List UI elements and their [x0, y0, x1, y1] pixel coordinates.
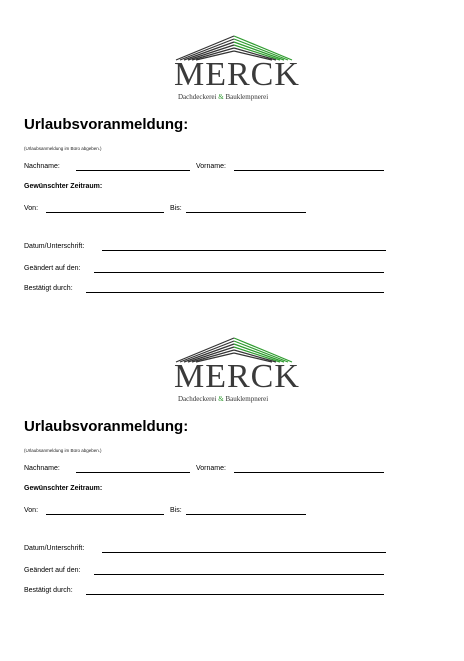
nachname-field[interactable]	[76, 170, 190, 171]
geaendert-label: Geändert auf den:	[24, 265, 81, 272]
bestaetigt-field[interactable]	[86, 594, 384, 595]
datum-label: Datum/Unterschrift:	[24, 545, 85, 552]
nachname-field[interactable]	[76, 472, 190, 473]
geaendert-field[interactable]	[94, 272, 384, 273]
form-title: Urlaubsvoranmeldung:	[24, 116, 189, 133]
von-label: Von:	[24, 205, 39, 212]
bis-label: Bis:	[170, 507, 182, 514]
company-logo	[172, 332, 300, 412]
logo-wordmark: MERCK	[174, 56, 300, 93]
logo-subtitle: Dachdeckerei & Bauklempnerei	[178, 395, 269, 403]
form-note: (Urlaubsanmeldung im Büro abgeben.)	[24, 448, 102, 453]
form-title: Urlaubsvoranmeldung:	[24, 418, 189, 435]
nachname-label: Nachname:	[24, 163, 60, 170]
datum-label: Datum/Unterschrift:	[24, 243, 85, 250]
von-field[interactable]	[46, 514, 164, 515]
zeitraum-label: Gewünschter Zeitraum:	[24, 485, 103, 492]
nachname-label: Nachname:	[24, 465, 60, 472]
vorname-field[interactable]	[234, 170, 384, 171]
von-field[interactable]	[46, 212, 164, 213]
logo-subtitle: Dachdeckerei & Bauklempnerei	[178, 93, 269, 101]
bestaetigt-label: Bestätigt durch:	[24, 587, 73, 594]
bestaetigt-field[interactable]	[86, 292, 384, 293]
datum-field[interactable]	[102, 552, 386, 553]
leave-form-2	[0, 332, 464, 632]
logo-wordmark: MERCK	[174, 358, 300, 395]
bestaetigt-label: Bestätigt durch:	[24, 285, 73, 292]
bis-field[interactable]	[186, 212, 306, 213]
vorname-label: Vorname:	[196, 465, 226, 472]
bis-field[interactable]	[186, 514, 306, 515]
geaendert-label: Geändert auf den:	[24, 567, 81, 574]
geaendert-field[interactable]	[94, 574, 384, 575]
company-logo	[172, 30, 300, 110]
vorname-label: Vorname:	[196, 163, 226, 170]
leave-form-1	[0, 30, 464, 330]
von-label: Von:	[24, 507, 39, 514]
datum-field[interactable]	[102, 250, 386, 251]
bis-label: Bis:	[170, 205, 182, 212]
vorname-field[interactable]	[234, 472, 384, 473]
zeitraum-label: Gewünschter Zeitraum:	[24, 183, 103, 190]
form-note: (Urlaubsanmeldung im Büro abgeben.)	[24, 146, 102, 151]
